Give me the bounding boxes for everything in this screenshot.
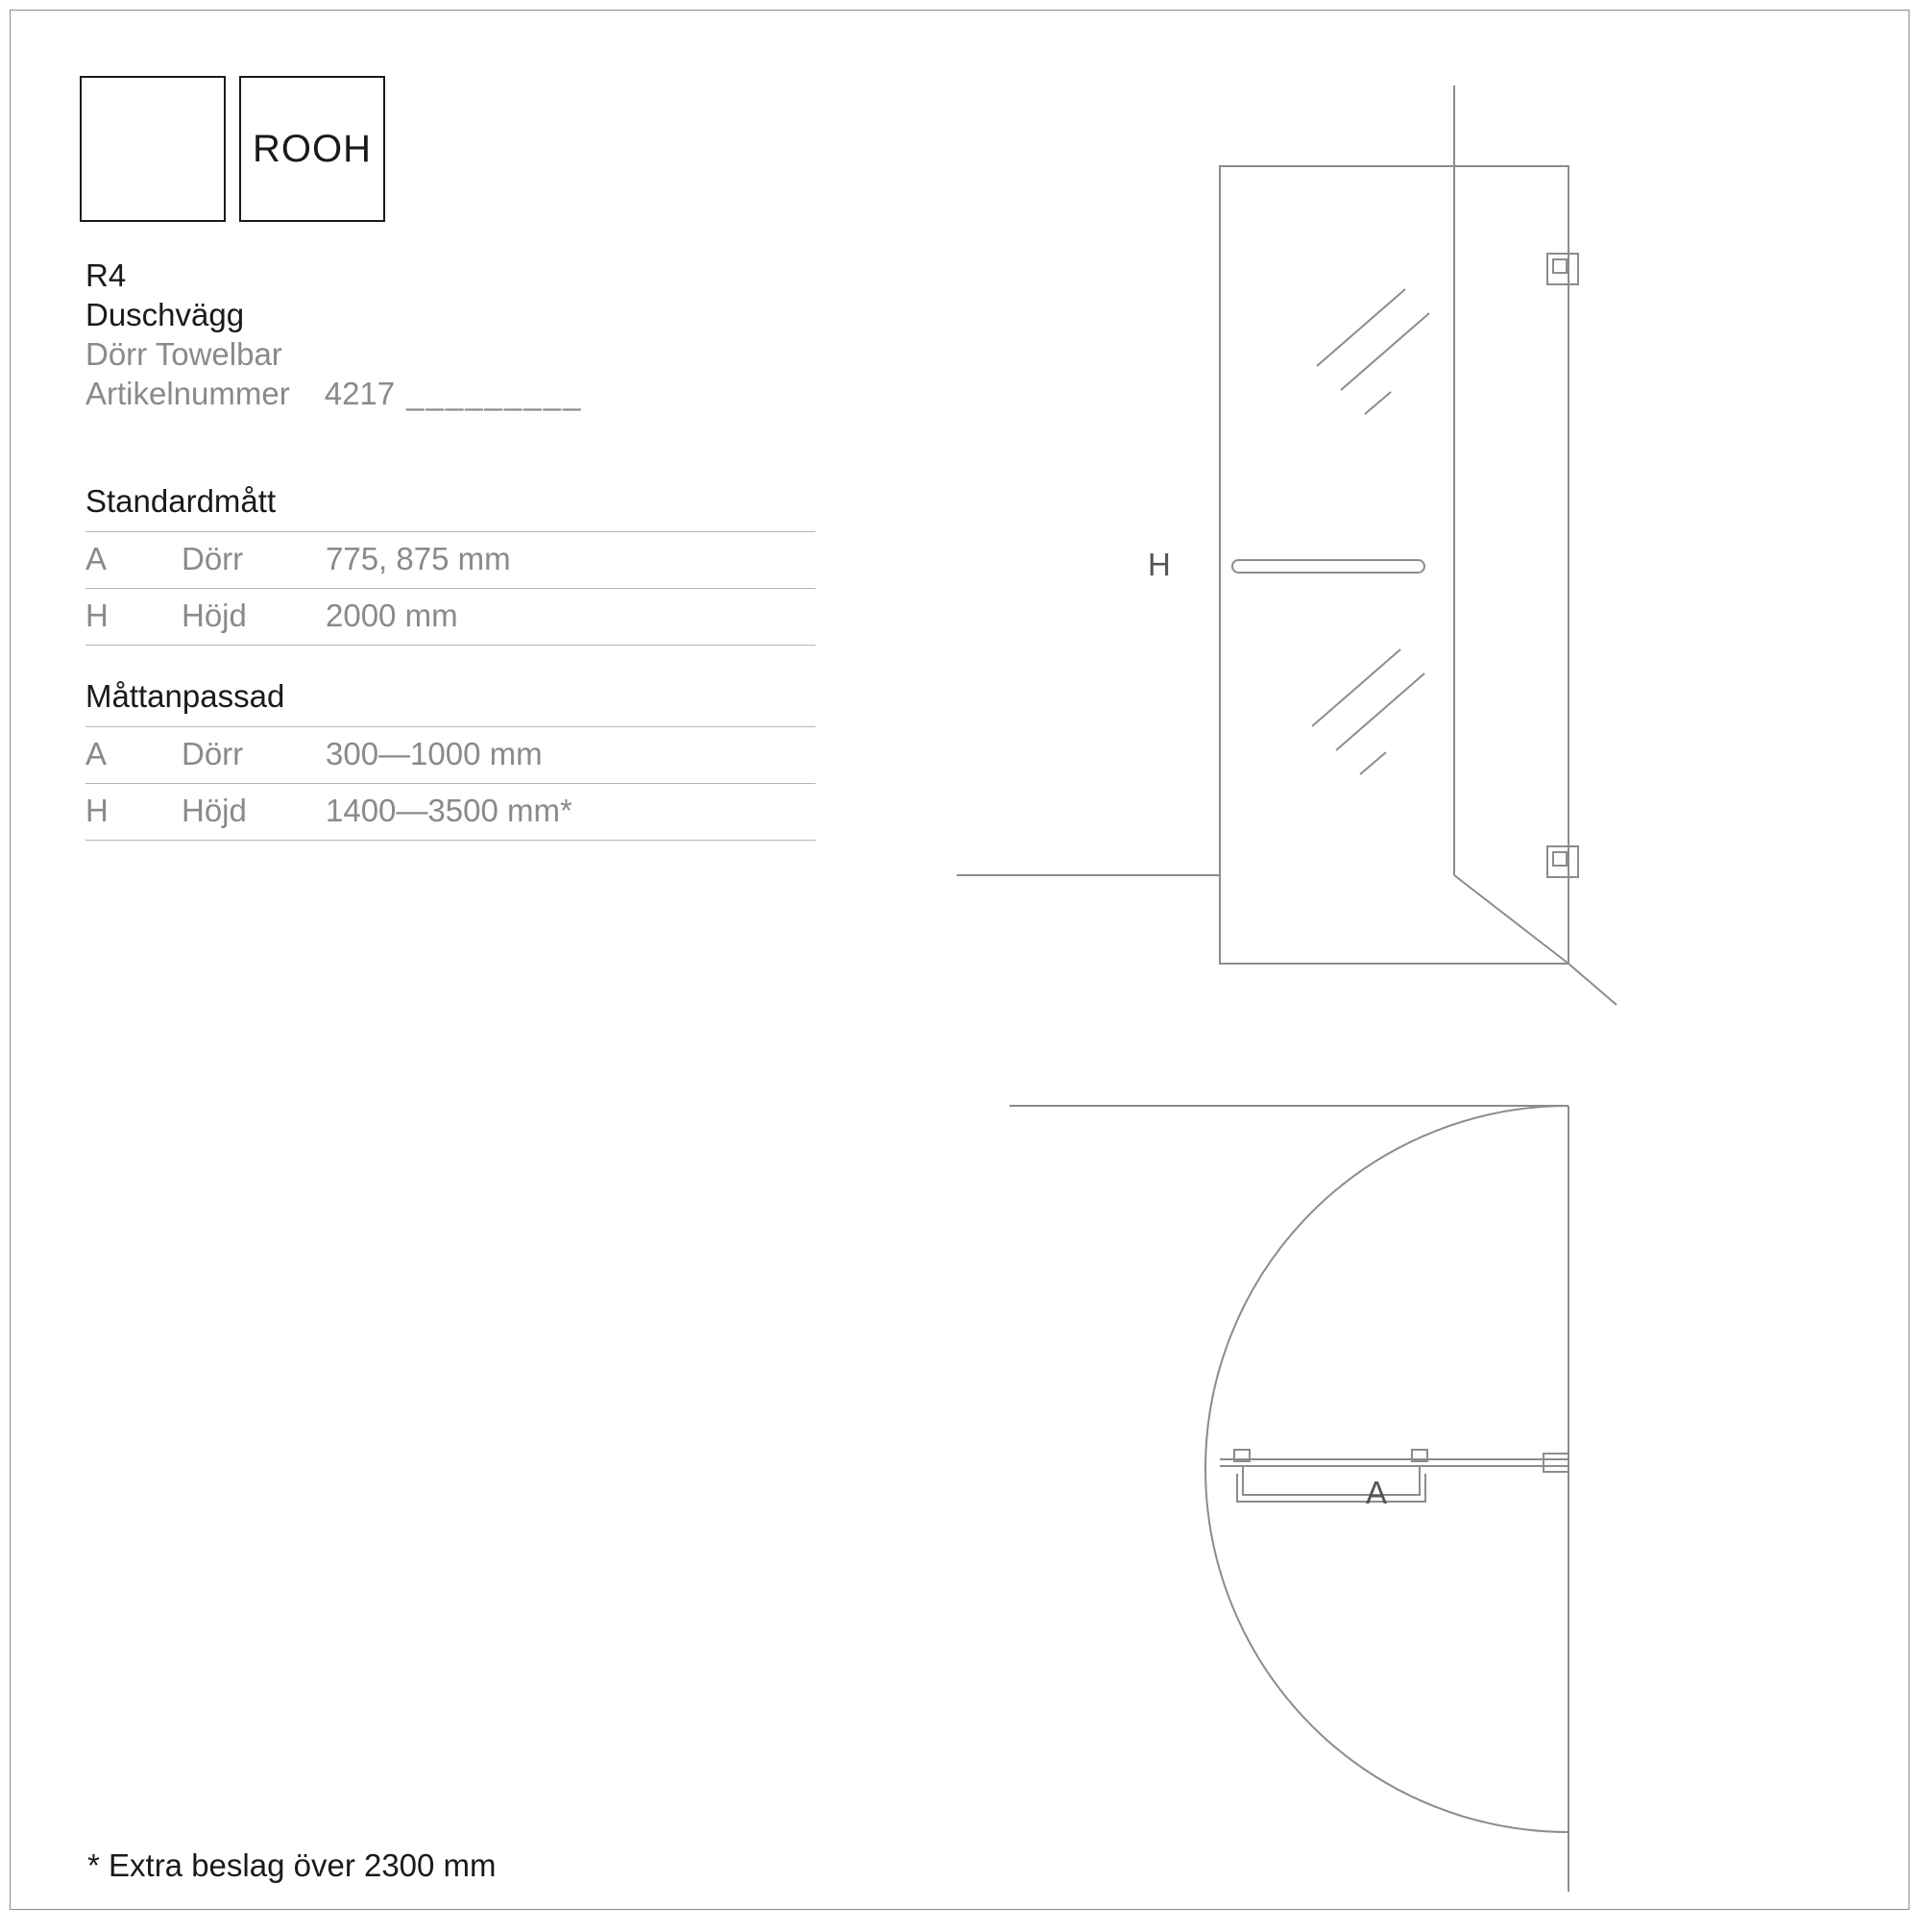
logo-text: ROOH xyxy=(253,127,372,170)
standard-dimensions-title: Standardmått xyxy=(85,483,815,532)
dim-key: A xyxy=(85,727,182,784)
width-dimension-label: A xyxy=(1366,1475,1388,1510)
table-row xyxy=(85,784,815,841)
rooh-logo xyxy=(80,76,385,222)
dim-name: Höjd xyxy=(182,589,326,646)
height-dimension-label: H xyxy=(1148,547,1171,582)
dim-name: Dörr xyxy=(182,532,326,589)
dim-key: H xyxy=(85,589,182,646)
product-category: Duschvägg xyxy=(85,297,245,332)
footnote: * Extra beslag över 2300 mm xyxy=(87,1847,497,1883)
product-variant: Dörr Towelbar xyxy=(85,336,282,372)
table-row xyxy=(85,589,815,646)
article-number-blank: _________ xyxy=(406,376,583,411)
standard-dimensions-table xyxy=(85,483,815,646)
article-number-label: Artikelnummer xyxy=(85,376,290,411)
title-block xyxy=(85,256,835,413)
dim-value: 2000 mm xyxy=(326,589,815,646)
table-row xyxy=(85,727,815,784)
logo-wordmark-box xyxy=(239,76,385,222)
dim-key: A xyxy=(85,532,182,589)
article-number-row xyxy=(85,374,835,413)
custom-dimensions-title: Måttanpassad xyxy=(85,678,815,727)
dim-name: Höjd xyxy=(182,784,326,841)
table-row xyxy=(85,532,815,589)
dim-value: 300—1000 mm xyxy=(326,727,815,784)
article-number-value: 4217 xyxy=(324,376,396,411)
dim-value: 775, 875 mm xyxy=(326,532,815,589)
drawing-sheet xyxy=(10,10,1909,1910)
dim-key: H xyxy=(85,784,182,841)
plan-view xyxy=(1009,1106,1568,1892)
product-code: R4 xyxy=(85,257,127,293)
elevation-view xyxy=(957,86,1617,1005)
dim-value: 1400—3500 mm* xyxy=(326,784,815,841)
custom-dimensions-table xyxy=(85,678,815,841)
dim-name: Dörr xyxy=(182,727,326,784)
logo-square-icon xyxy=(80,76,226,222)
